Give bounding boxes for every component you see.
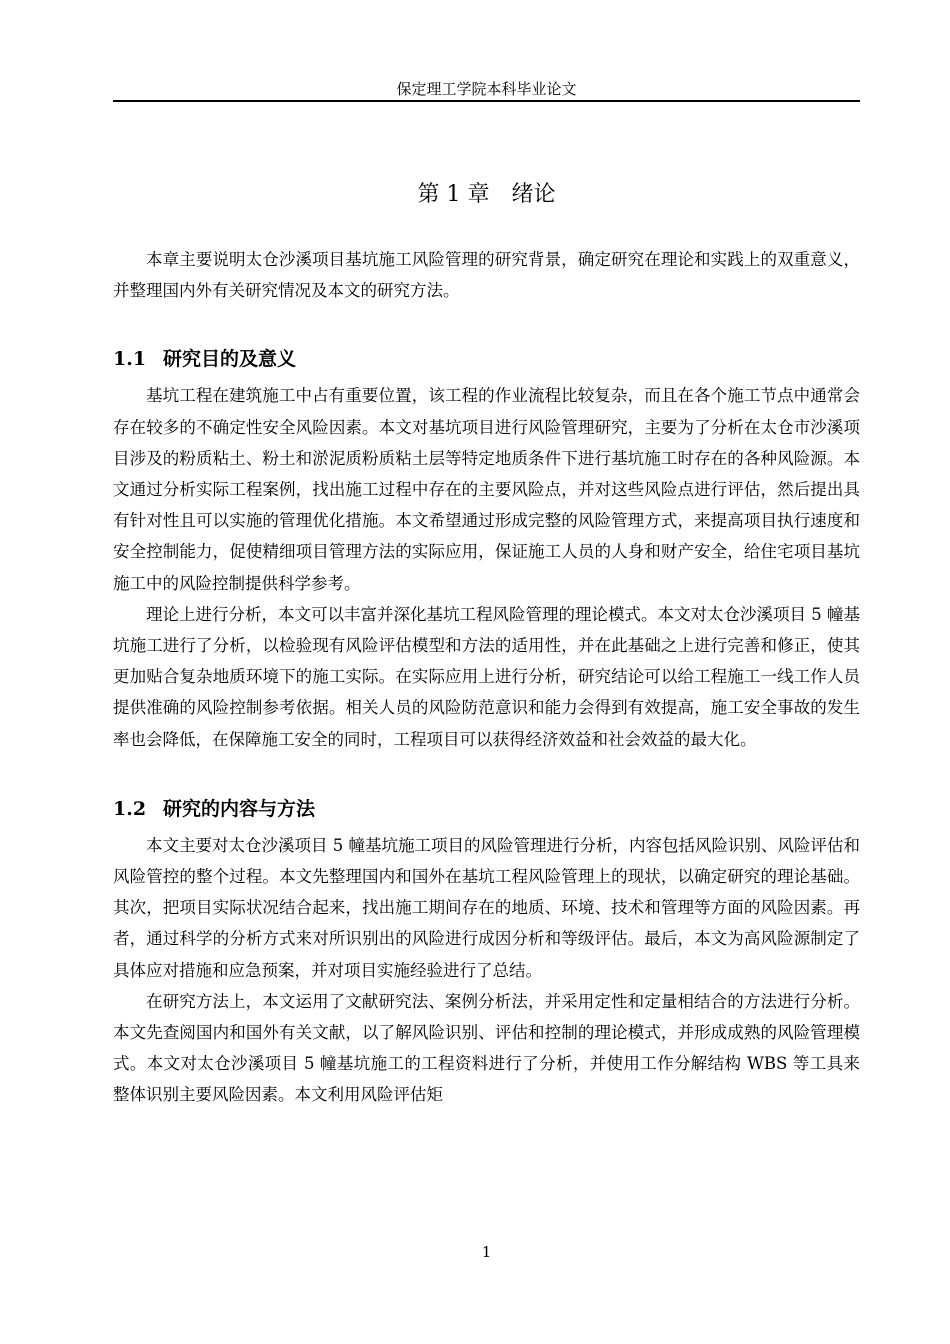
- body-paragraph: 本文主要对太仓沙溪项目 5 幢基坑施工项目的风险管理进行分析，内容包括风险识别、风险评估和风险管控的整个过程。本文先整理国内和国外在基坑工程风险管理上的现状，以确定研究的理论基础。其次，把项目实际状况结合起来，找出施工期间存在的地质、环境、技术和管理等方面的风险因素。再者，通过科学的分析方式来对所识别出的风险进行成因分析和等级评估。最后，本文为高风险源制定了具体应对措施和应急预案，并对项目实施经验进行了总结。: [113, 835, 860, 980]
- section-title: 研究目的及意义: [163, 348, 297, 371]
- page-number: 1: [481, 1243, 492, 1261]
- document-body: [113, 244, 860, 1111]
- chapter-number: 第 1 章: [417, 182, 490, 207]
- header-rule: [113, 100, 860, 102]
- chapter-intro-paragraph: 本章主要说明太仓沙溪项目基坑施工风险管理的研究背景，确定研究在理论和实践上的双重意义，并整理国内外有关研究情况及本文的研究方法。: [113, 250, 860, 301]
- section-heading-1-1: [113, 344, 860, 374]
- section-title: 研究的内容与方法: [163, 797, 316, 820]
- chapter-title: [113, 180, 860, 210]
- body-paragraph: 在研究方法上，本文运用了文献研究法、案例分析法，并采用定性和定量相结合的方法进行分析。本文先查阅国内和国外有关文献，以了解风险识别、评估和控制的理论模式，并形成成熟的风险管理模式。本文对太仓沙溪项目 5 幢基坑施工的工程资料进行了分析，并使用工作分解结构 WBS 等工具来整体识别主要风险因素。本文利用风险评估矩: [113, 991, 860, 1105]
- section-number: 1.1: [113, 348, 147, 371]
- section-number: 1.2: [113, 797, 147, 820]
- body-paragraph: 基坑工程在建筑施工中占有重要位置，该工程的作业流程比较复杂，而且在各个施工节点中通常会存在较多的不确定性安全风险因素。本文对基坑项目进行风险管理研究，主要为了分析在太仓市沙溪项目涉及的粉质粘土、粉土和淤泥质粉质粘土层等特定地质条件下进行基坑施工时存在的各种风险源。本文通过分析实际工程案例，找出施工过程中存在的主要风险点，并对这些风险点进行评估，然后提出具有针对性且可以实施的管理优化措施。本文希望通过形成完整的风险管理方式，来提高项目执行速度和安全控制能力，促使精细项目管理方法的实际应用，保证施工人员的人身和财产安全，给住宅项目基坑施工中的风险控制提供科学参考。: [113, 386, 860, 593]
- page-header: 保定理工学院本科毕业论文: [396, 80, 577, 98]
- body-paragraph: 理论上进行分析，本文可以丰富并深化基坑工程风险管理的理论模式。本文对太仓沙溪项目 5 幢基坑施工进行了分析，以检验现有风险评估模型和方法的适用性，并在此基础之上进行完善和修正，使其更加贴合复杂地质环境下的施工实际。在实际应用上进行分析，研究结论可以给工程施工一线工作人员提供准确的风险控制参考依据。相关人员的风险防范意识和能力会得到有效提高，施工安全事故的发生率也会降低，在保障施工安全的同时，工程项目可以获得经济效益和社会效益的最大化。: [113, 604, 860, 749]
- chapter-name: 绪论: [511, 182, 556, 207]
- section-heading-1-2: [113, 794, 860, 824]
